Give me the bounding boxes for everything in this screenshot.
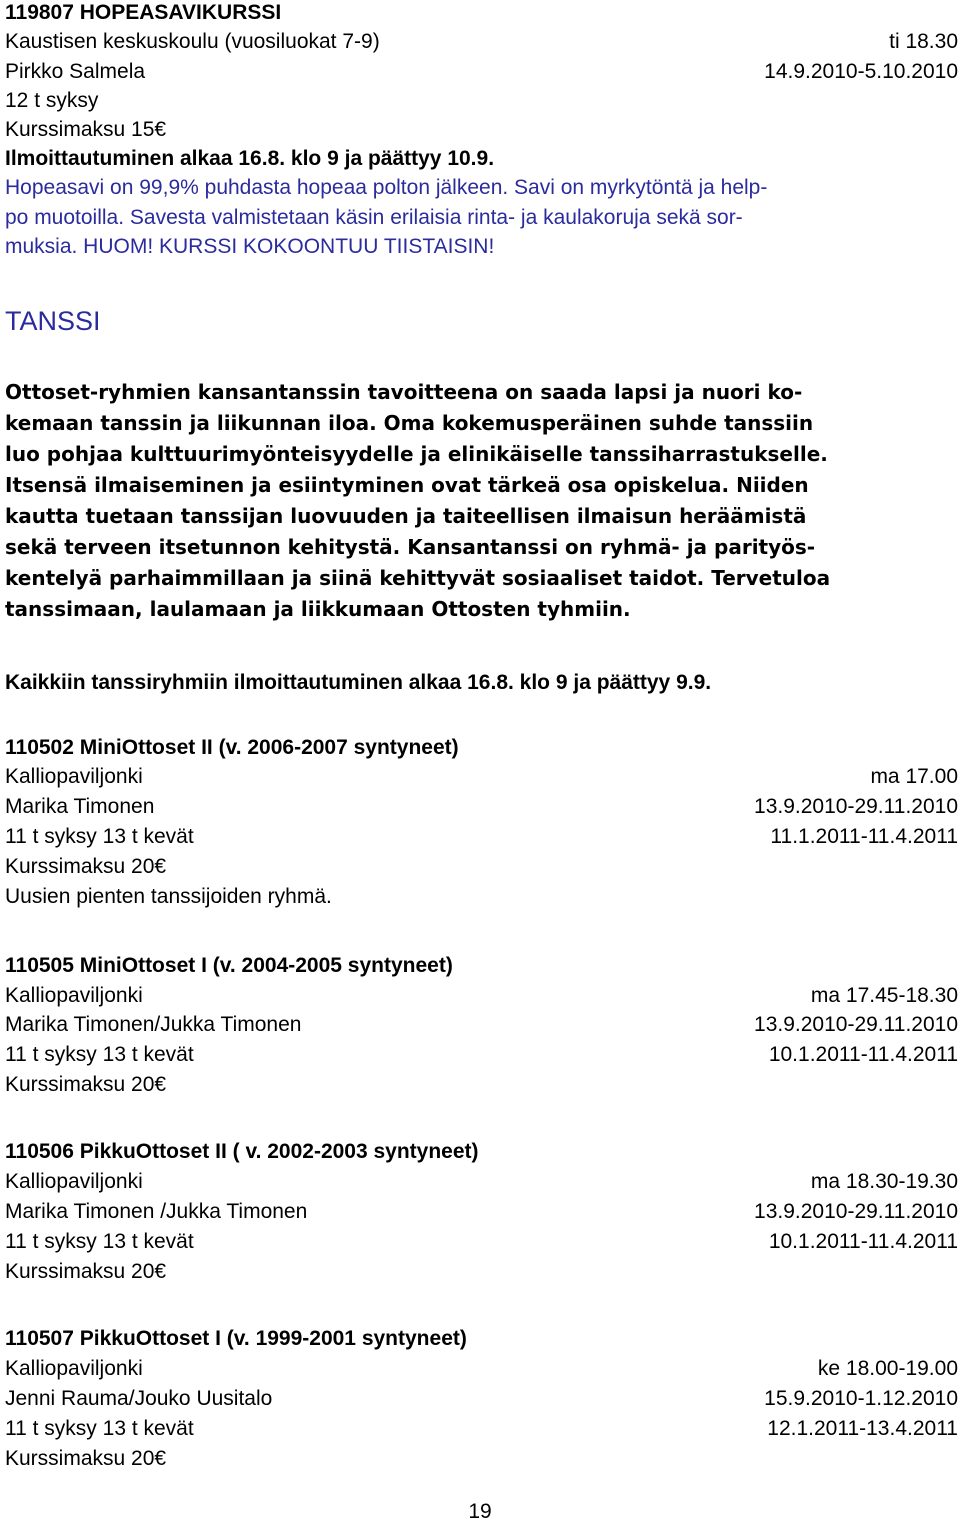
course-description-line: po muotoilla. Savesta valmistetaan käsin erilaisia rinta- ja kaulakoruja sekä sor- — [5, 206, 743, 229]
tanssi-intro-line: Ottoset-ryhmien kansantanssin tavoitteena on saada lapsi ja nuori ko- — [5, 380, 803, 404]
course-place-row — [5, 983, 958, 1009]
course-fee: Kurssimaksu 20€ — [5, 1260, 167, 1283]
tanssi-intro-line: luo pohjaa kulttuurimyönteisyydelle ja elinikäiselle tanssiharrastukselle. — [5, 442, 828, 466]
course-time: ma 17.00 — [870, 765, 958, 788]
course-teacher: Marika Timonen/Jukka Timonen — [5, 1013, 302, 1036]
course-hours: 11 t syksy 13 t kevät — [5, 1417, 194, 1440]
course-time: ti 18.30 — [889, 30, 958, 53]
course-title: 110507 PikkuOttoset I (v. 1999-2001 syntyneet) — [5, 1327, 467, 1350]
course-place-row — [5, 29, 958, 55]
course-teacher: Marika Timonen — [5, 795, 155, 818]
course-teacher: Marika Timonen /Jukka Timonen — [5, 1200, 308, 1223]
course-title: 110502 MiniOttoset II (v. 2006-2007 syntyneet) — [5, 736, 459, 759]
course-teacher-row — [5, 59, 958, 85]
course-teacher-row — [5, 1012, 958, 1038]
course-note: Uusien pienten tanssijoiden ryhmä. — [5, 885, 332, 908]
tanssi-intro-line: kautta tuetaan tanssijan luovuuden ja taiteellisen ilmaisun heräämistä — [5, 504, 807, 528]
course-hours-row — [5, 824, 958, 850]
course-title: 110506 PikkuOttoset II ( v. 2002-2003 syntyneet) — [5, 1140, 479, 1163]
course-place-row — [5, 1169, 958, 1195]
course-title: 119807 HOPEASAVIKURSSI — [5, 1, 282, 24]
course-spring-dates: 11.1.2011-11.4.2011 — [770, 825, 958, 848]
course-registration: Ilmoittautuminen alkaa 16.8. klo 9 ja päättyy 10.9. — [5, 147, 495, 170]
tanssi-intro-line: kemaan tanssin ja liikunnan iloa. Oma kokemusperäinen suhde tanssiin — [5, 411, 814, 435]
course-hours-row — [5, 1416, 958, 1442]
course-description-line: muksia. HUOM! KURSSI KOKOONTUU TIISTAISIN! — [5, 235, 495, 258]
course-place: Kalliopaviljonki — [5, 1357, 143, 1380]
course-hours: 11 t syksy 13 t kevät — [5, 825, 194, 848]
course-spring-dates: 10.1.2011-11.4.2011 — [768, 1043, 958, 1066]
course-teacher-row — [5, 1386, 958, 1412]
course-fee: Kurssimaksu 20€ — [5, 1073, 167, 1096]
course-place-row — [5, 1356, 958, 1382]
course-place: Kalliopaviljonki — [5, 1170, 143, 1193]
course-time: ke 18.00-19.00 — [817, 1357, 958, 1380]
course-place: Kalliopaviljonki — [5, 765, 143, 788]
course-hours-row — [5, 1229, 958, 1255]
course-hours: 11 t syksy 13 t kevät — [5, 1230, 194, 1253]
course-hours: 11 t syksy 13 t kevät — [5, 1043, 194, 1066]
page-number: 19 — [468, 1500, 492, 1523]
course-teacher: Pirkko Salmela — [5, 60, 146, 83]
tanssi-intro-line: Itsensä ilmaiseminen ja esiintyminen ovat tärkeä osa opiskelua. Niiden — [5, 473, 809, 497]
course-hours: 12 t syksy — [5, 89, 99, 112]
course-place-row — [5, 764, 958, 790]
tanssi-registration: Kaikkiin tanssiryhmiin ilmoittautuminen alkaa 16.8. klo 9 ja päättyy 9.9. — [5, 671, 712, 694]
course-dates: 14.9.2010-5.10.2010 — [764, 60, 958, 83]
course-autumn-dates: 13.9.2010-29.11.2010 — [754, 1200, 958, 1223]
course-spring-dates: 12.1.2011-13.4.2011 — [767, 1417, 958, 1440]
tanssi-intro-line: sekä terveen itsetunnon kehitystä. Kansantanssi on ryhmä- ja parityös- — [5, 535, 816, 559]
course-time: ma 18.30-19.30 — [810, 1170, 958, 1193]
course-autumn-dates: 13.9.2010-29.11.2010 — [754, 1013, 958, 1036]
course-teacher-row — [5, 1199, 958, 1225]
section-heading-tanssi: TANSSI — [5, 306, 101, 336]
course-description-line: Hopeasavi on 99,9% puhdasta hopeaa polton jälkeen. Savi on myrkytöntä ja help- — [5, 176, 768, 199]
course-time: ma 17.45-18.30 — [810, 984, 958, 1007]
tanssi-intro-line: kentelyä parhaimmillaan ja siinä kehittyvät sosiaaliset taidot. Tervetuloa — [5, 566, 831, 590]
tanssi-intro-line: tanssimaan, laulamaan ja liikkumaan Ottosten tyhmiin. — [5, 597, 631, 621]
course-fee: Kurssimaksu 20€ — [5, 855, 167, 878]
course-title: 110505 MiniOttoset I (v. 2004-2005 syntyneet) — [5, 954, 453, 977]
course-autumn-dates: 13.9.2010-29.11.2010 — [754, 795, 958, 818]
course-fee: Kurssimaksu 15€ — [5, 118, 167, 141]
course-fee: Kurssimaksu 20€ — [5, 1447, 167, 1470]
course-place: Kaustisen keskuskoulu (vuosiluokat 7-9) — [5, 30, 380, 53]
course-teacher-row — [5, 794, 958, 820]
course-autumn-dates: 15.9.2010-1.12.2010 — [764, 1387, 958, 1410]
course-spring-dates: 10.1.2011-11.4.2011 — [768, 1230, 958, 1253]
course-hours-row — [5, 1042, 958, 1068]
course-place: Kalliopaviljonki — [5, 984, 143, 1007]
course-teacher: Jenni Rauma/Jouko Uusitalo — [5, 1387, 273, 1410]
